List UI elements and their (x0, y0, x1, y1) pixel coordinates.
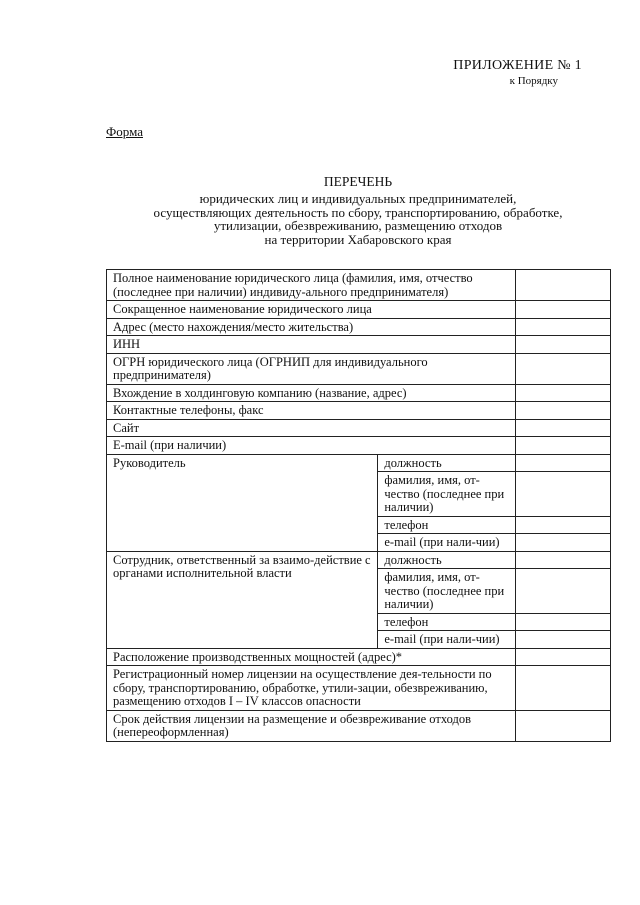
table-row (107, 384, 611, 402)
heading-line: осуществляющих деятельность по сбору, транспортированию, обработке, (153, 204, 563, 220)
table-row (107, 454, 611, 472)
document-title: ПЕРЕЧЕНЬ (323, 174, 393, 189)
value-cell (515, 270, 610, 301)
sub-label-phone: телефон (378, 613, 515, 631)
row-label-ogrn: ОГРН юридического лица (ОГРНИП для индивидуального предпринимателя) (107, 353, 516, 384)
row-label-site: Сайт (107, 419, 516, 437)
value-cell (515, 402, 610, 420)
value-cell (515, 318, 610, 336)
row-label-inn: ИНН (107, 336, 516, 354)
row-label-location: Расположение производственных мощностей (адрес)* (107, 648, 516, 666)
value-cell (515, 534, 610, 552)
sub-label-position: должность (378, 454, 515, 472)
table-row (107, 437, 611, 455)
table-row (107, 301, 611, 319)
value-cell (515, 472, 610, 517)
row-label-contact: Сотрудник, ответственный за взаимо-действие с органами исполнительной власти (107, 551, 378, 648)
value-cell (515, 419, 610, 437)
row-label-head: Руководитель (107, 454, 378, 551)
row-label-short-name: Сокращенное наименование юридического лица (107, 301, 516, 319)
sub-label-email: e-mail (при нали-чии) (378, 631, 515, 649)
heading-line: утилизации, обезвреживанию, размещению отходов (213, 218, 503, 233)
value-cell (515, 353, 610, 384)
value-cell (515, 613, 610, 631)
table-row (107, 419, 611, 437)
table-row (107, 551, 611, 569)
value-cell (515, 710, 610, 741)
heading-line: юридических лиц и индивидуальных предпринимателей, (199, 191, 517, 206)
appendix-subtitle: к Порядку (509, 75, 558, 87)
value-cell (515, 384, 610, 402)
row-label-phones: Контактные телефоны, факс (107, 402, 516, 420)
table-row (107, 318, 611, 336)
table-row (107, 710, 611, 741)
row-label-license-term: Срок действия лицензии на размещение и обезвреживание отходов (непереоформленная) (107, 710, 516, 741)
sub-label-position: должность (378, 551, 515, 569)
value-cell (515, 569, 610, 614)
form-label: Форма (106, 124, 143, 139)
table-row (107, 270, 611, 301)
sub-label-fio: фамилия, имя, от-чество (последнее при наличии) (378, 472, 515, 517)
appendix-title: ПРИЛОЖЕНИЕ № 1 (453, 58, 582, 73)
value-cell (515, 631, 610, 649)
sub-label-phone: телефон (378, 516, 515, 534)
row-label-email: E-mail (при наличии) (107, 437, 516, 455)
value-cell (515, 336, 610, 354)
sub-label-fio: фамилия, имя, от-чество (последнее при наличии) (378, 569, 515, 614)
document-heading (106, 174, 610, 246)
table-row (107, 402, 611, 420)
heading-line: на территории Хабаровского края (264, 231, 452, 247)
table-row (107, 666, 611, 711)
value-cell (515, 301, 610, 319)
table-row (107, 336, 611, 354)
value-cell (515, 666, 610, 711)
table-row (107, 353, 611, 384)
row-label-holding: Вхождение в холдинговую компанию (название, адрес) (107, 384, 516, 402)
value-cell (515, 437, 610, 455)
registry-table (106, 269, 611, 742)
row-label-full-name: Полное наименование юридического лица (фамилия, имя, отчество (последнее при наличии) индивиду-ального предпринимателя) (107, 270, 516, 301)
sub-label-email: e-mail (при нали-чии) (378, 534, 515, 552)
row-label-license: Регистрационный номер лицензии на осуществление дея-тельности по сбору, транспортированию, обработке, утили-зации, обезвреживанию, размещению отходов I – IV классов опасности (107, 666, 516, 711)
appendix-block (453, 58, 582, 88)
value-cell (515, 516, 610, 534)
value-cell (515, 454, 610, 472)
table-row (107, 648, 611, 666)
value-cell (515, 648, 610, 666)
row-label-address: Адрес (место нахождения/место жительства) (107, 318, 516, 336)
value-cell (515, 551, 610, 569)
